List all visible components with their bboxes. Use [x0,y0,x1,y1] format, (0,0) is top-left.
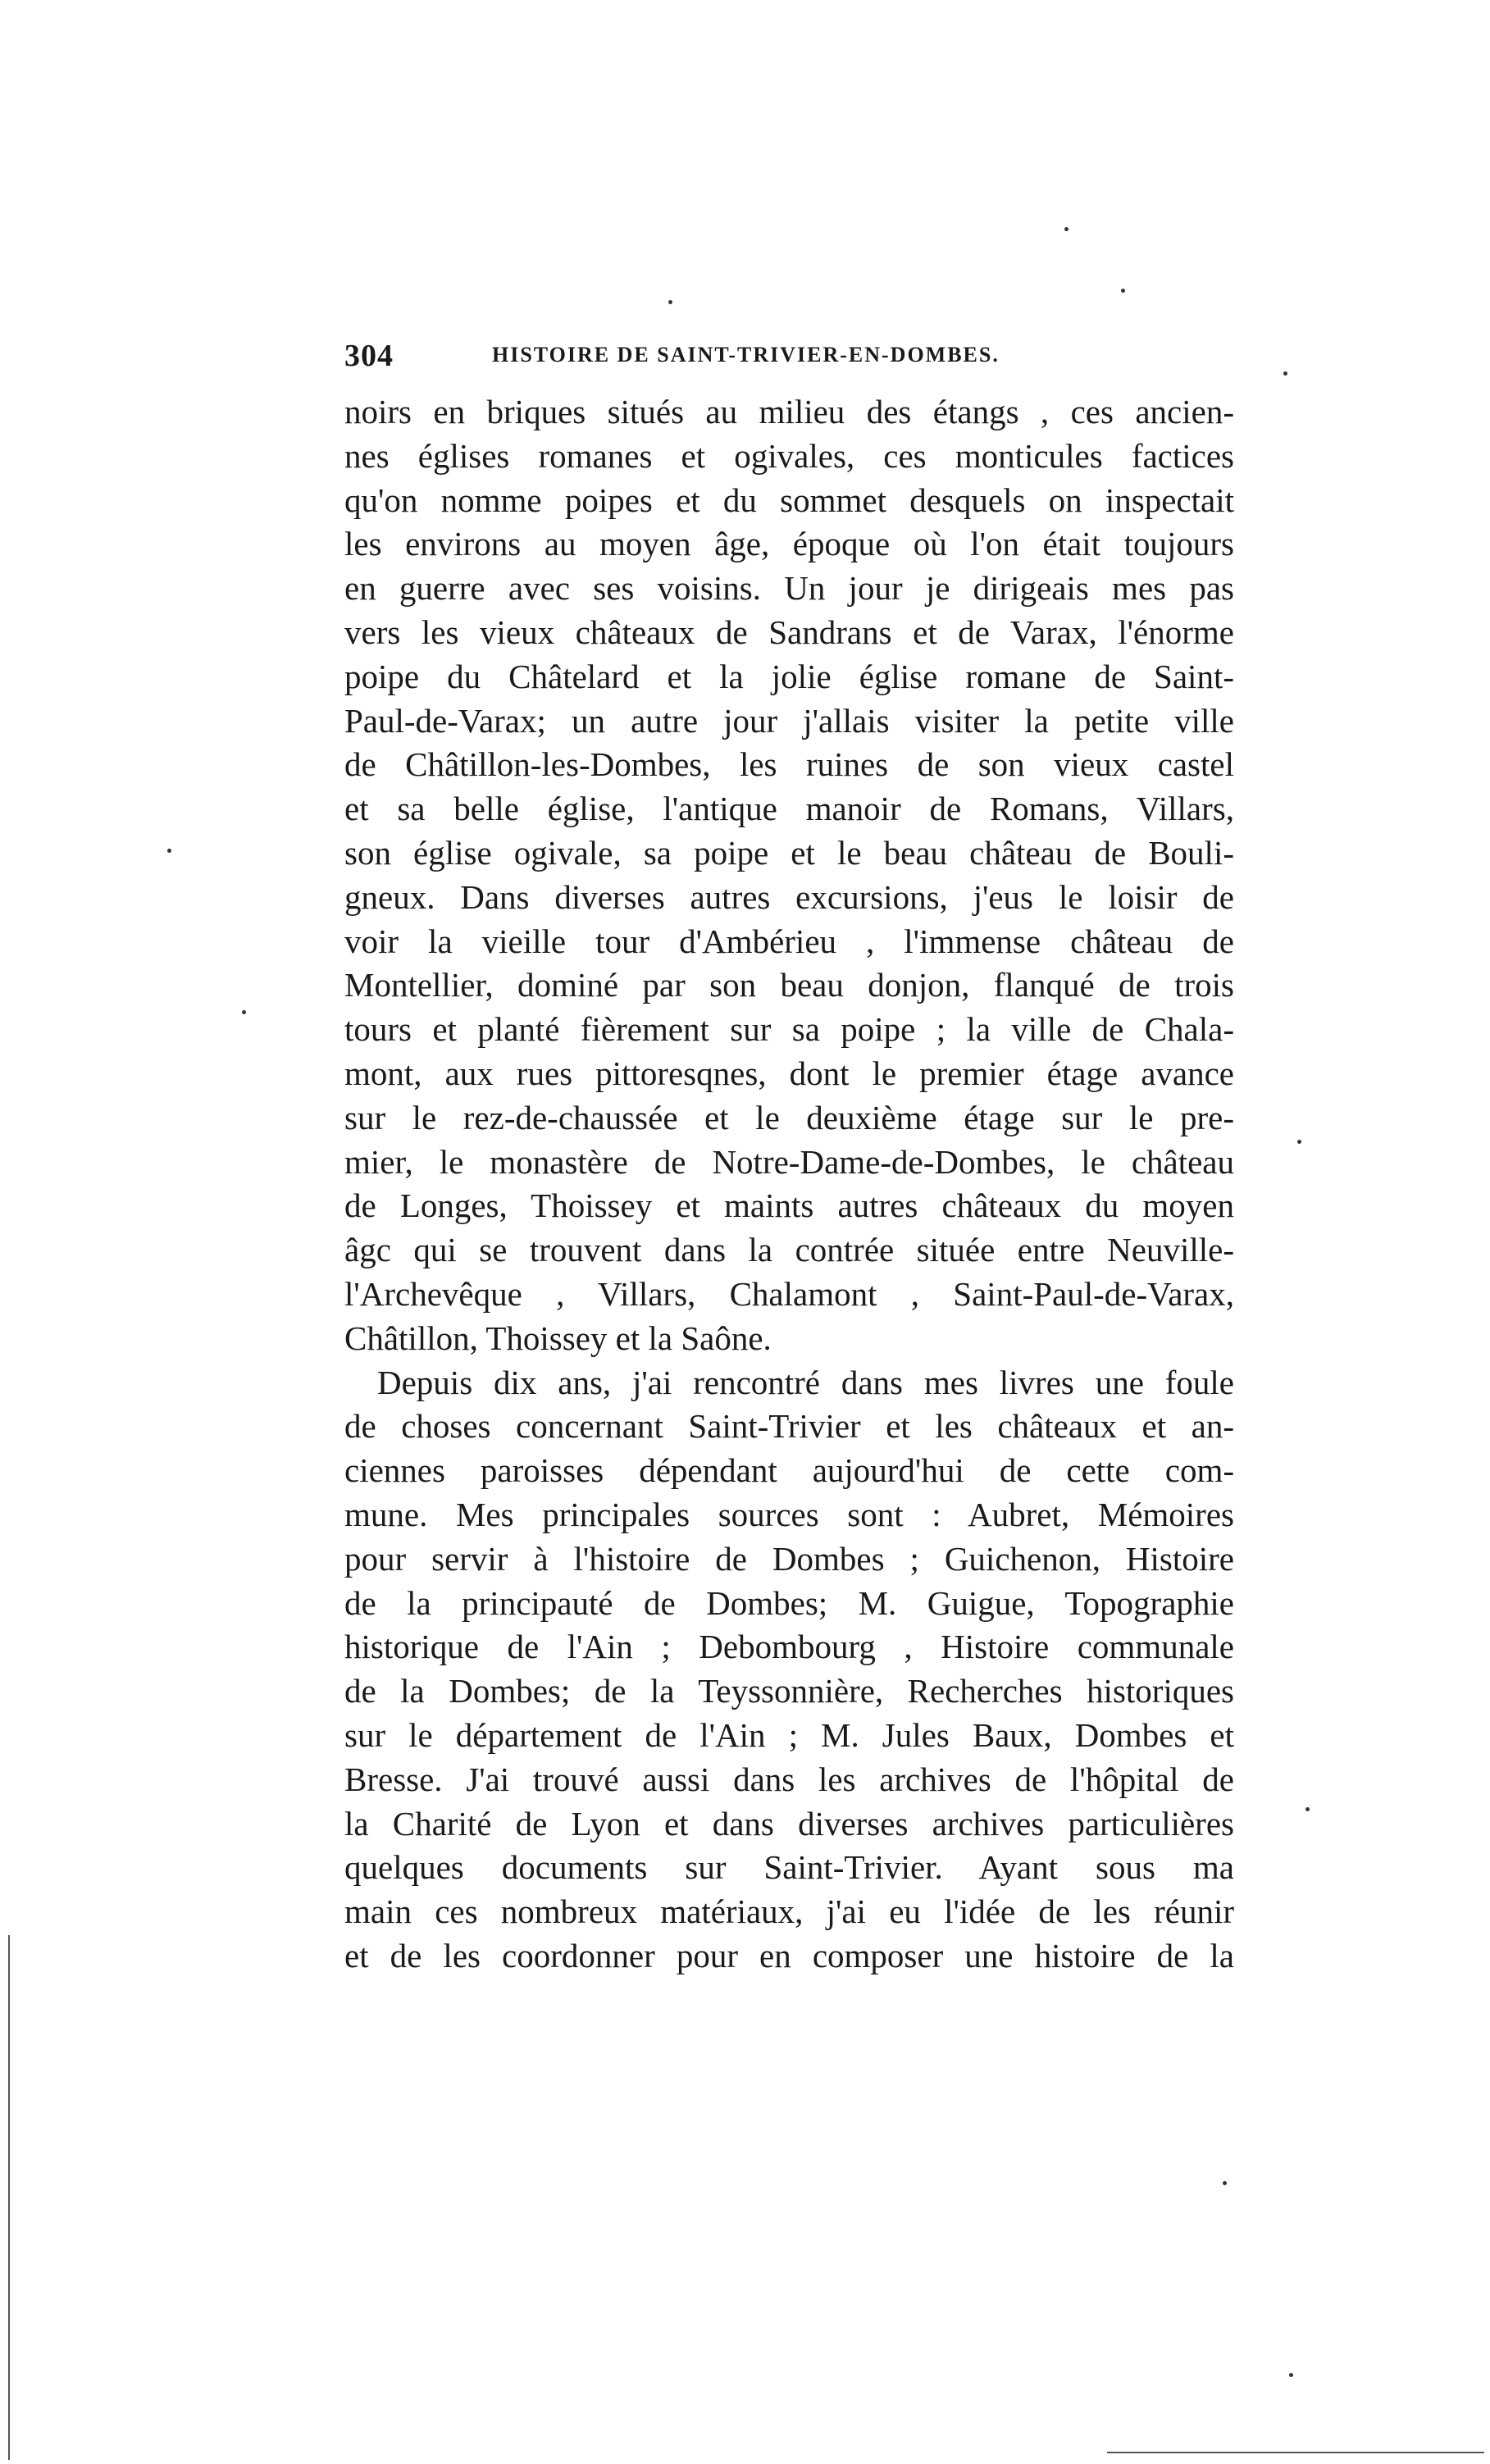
text-line: en guerre avec ses voisins. Un jour je dirigeais mes pas [344,569,1234,608]
text-line: et sa belle église, l'antique manoir de Romans, Villars, [344,790,1234,828]
scan-speck [668,300,672,304]
text-line: tours et planté fièrement sur sa poipe ; la ville de Chala- [344,1010,1234,1049]
text-line: les environs au moyen âge, époque où l'on était toujours [344,525,1234,563]
page-number: 304 [344,339,394,373]
scan-speck [1289,2373,1293,2377]
text-line: de Longes, Thoissey et maints autres châteaux du moyen [344,1186,1234,1225]
text-line: quelques documents sur Saint-Trivier. Ayant sous ma [344,1848,1234,1887]
scan-edge-line [8,1935,10,2460]
text-line: son église ogivale, sa poipe et le beau château de Bouli- [344,833,1234,872]
scan-speck [1305,1807,1310,1811]
text-line: gneux. Dans diverses autres excursions, j'eus le loisir de [344,877,1234,916]
text-line: la Charité de Lyon et dans diverses archives particulières [344,1804,1234,1842]
text-line: voir la vieille tour d'Ambérieu , l'immense château de [344,922,1234,960]
scan-speck [1064,227,1069,231]
text-line: pour servir à l'histoire de Dombes ; Guichenon, Histoire [344,1539,1234,1578]
page-header [344,338,1234,384]
text-line: et de les coordonner pour en composer une histoire de la [344,1936,1234,1974]
text-line: nes églises romanes et ogivales, ces monticules factices [344,436,1234,475]
text-line: mune. Mes principales sources sont : Aubret, Mémoires [344,1495,1234,1533]
text-line: mont, aux rues pittoresqnes, dont le premier étage avance [344,1054,1234,1092]
text-line: sur le rez-de-chaussée et le deuxième étage sur le pre- [344,1098,1234,1136]
text-line: de la Dombes; de la Teyssonnière, Recherches historiques [344,1672,1234,1710]
text-line: Montellier, dominé par son beau donjon, flanqué de trois [344,966,1234,1004]
scan-speck [1223,2181,1227,2185]
text-line: vers les vieux châteaux de Sandrans et de Varax, l'énorme [344,613,1234,651]
text-line: noirs en briques situés au milieu des étangs , ces ancien- [344,393,1234,430]
scan-speck [167,849,171,853]
text-line: ciennes paroisses dépendant aujourd'hui de cette com- [344,1451,1234,1490]
text-line: main ces nombreux matériaux, j'ai eu l'idée de les réunir [344,1892,1234,1931]
text-line: Paul-de-Varax; un autre jour j'allais visiter la petite ville [344,701,1234,740]
text-line: historique de l'Ain ; Debombourg , Histoire communale [344,1628,1234,1666]
scan-speck [1283,371,1287,376]
scan-speck [1121,289,1125,293]
text-line: de Châtillon-les-Dombes, les ruines de son vieux castel [344,745,1234,784]
scan-speck [1297,1140,1301,1144]
text-line: de la principauté de Dombes; M. Guigue, Topographie [344,1583,1234,1622]
scan-edge-line [1107,2452,1484,2453]
text-line: l'Archevêque , Villars, Chalamont , Saint-Paul-de-Varax, [344,1274,1234,1313]
text-line: poipe du Châtelard et la jolie église romane de Saint- [344,657,1234,695]
running-title: HISTOIRE DE SAINT-TRIVIER-EN-DOMBES. [492,343,1000,367]
text-line: de choses concernant Saint-Trivier et les châteaux et an- [344,1407,1234,1446]
text-line: âgc qui se trouvent dans la contrée située entre Neuville- [344,1231,1234,1269]
text-line: Bresse. J'ai trouvé aussi dans les archives de l'hôpital de [344,1760,1234,1798]
text-line: Châtillon, Thoissey et la Saône. [344,1319,772,1357]
text-line: Depuis dix ans, j'ai rencontré dans mes livres une foule [377,1363,1234,1401]
body-text [344,390,1234,1979]
text-line: qu'on nomme poipes et du sommet desquels on inspectait [344,481,1234,519]
text-line: sur le département de l'Ain ; M. Jules Baux, Dombes et [344,1715,1234,1754]
text-line: mier, le monastère de Notre-Dame-de-Dombes, le château [344,1142,1234,1181]
scan-speck [242,1010,246,1014]
